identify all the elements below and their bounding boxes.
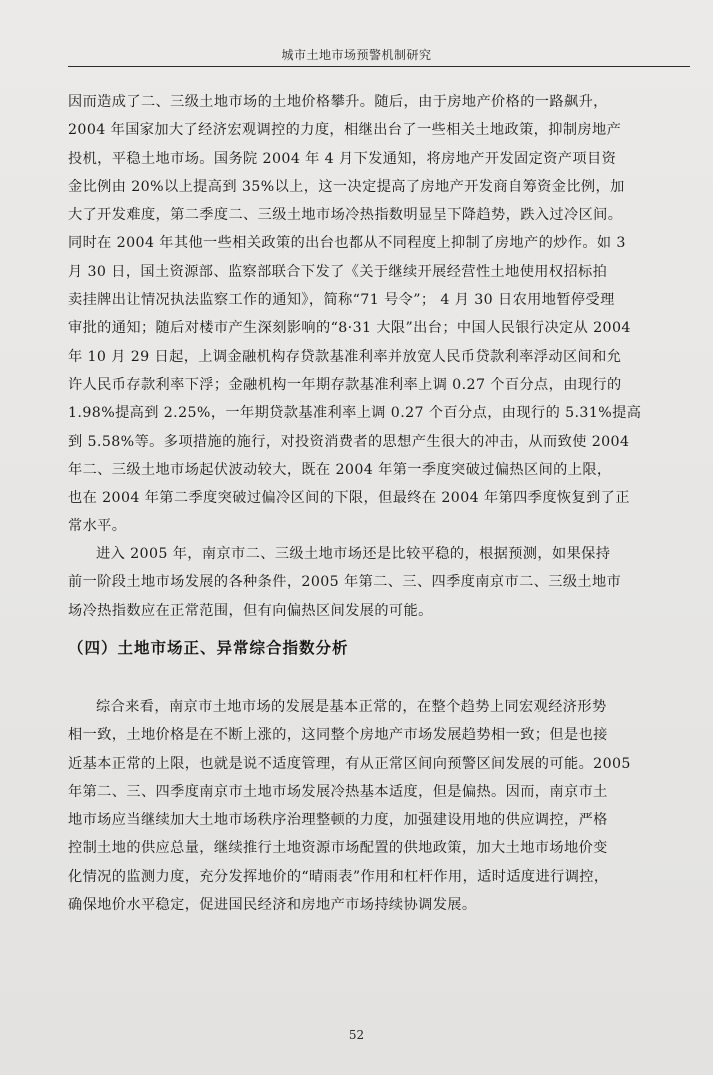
paragraph-1-line: 2004 年国家加大了经济宏观调控的力度，相继出台了一些相关土地政策，抑制房地产 xyxy=(68,122,622,139)
paragraph-1-line: 因而造成了二、三级土地市场的土地价格攀升。随后，由于房地产价格的一路飙升， xyxy=(68,94,608,110)
paragraph-3-line: 相一致，土地价格是在不断上涨的，这同整个房地产市场发展趋势相一致；但是也接 xyxy=(68,727,608,744)
paragraph-1-line: 年二、三级土地市场起伏波动较大，既在 2004 年第一季度突破过偏热区间的上限， xyxy=(68,461,612,478)
paragraph-1-line: 金比例由 20%以上提高到 35%以上，这一决定提高了房地产开发商自筹资金比例，加 xyxy=(68,178,625,195)
header-divider xyxy=(68,66,690,67)
paragraph-1-line: 大了开发难度，第二季度二、三级土地市场冷热指数明显呈下降趋势，跌入过冷区间。 xyxy=(68,207,623,224)
paragraph-1 xyxy=(68,88,690,541)
page-number: 52 xyxy=(348,1028,365,1042)
paragraph-2-line: 前一阶段土地市场发展的各种条件，2005 年第二、三、四季度南京市二、三级土地市 xyxy=(68,574,622,591)
paragraph-3-line: 年第二、三、四季度南京市土地市场发展冷热基本适度，但是偏热。因而，南京市土 xyxy=(68,783,608,800)
paragraph-3-line: 确保地价水平稳定，促进国民经济和房地产市场持续协调发展。 xyxy=(68,897,477,914)
paragraph-1-line: 同时在 2004 年其他一些相关政策的出台也都从不同程度上抑制了房地产的炒作。如 3 xyxy=(68,235,626,252)
paragraph-1-line: 也在 2004 年第二季度突破过偏冷区间的下限，但最终在 2004 年第四季度恢复到了正 xyxy=(68,490,630,507)
paragraph-1-line: 常水平。 xyxy=(68,518,127,535)
paragraph-2 xyxy=(68,540,690,625)
paragraph-1-line: 月 30 日，国土资源部、监察部联合下发了《关于继续开展经营性土地使用权招标拍 xyxy=(68,263,608,280)
paragraph-1-line: 卖挂牌出让情况执法监察工作的通知》，简称“71 号令”； 4 月 30 日农用地暂停受理 xyxy=(68,292,615,309)
paragraph-3-line: 近基本正常的上限，也就是说不适度管理，有从正常区间向预警区间发展的可能。2005 xyxy=(68,755,631,772)
paragraph-1-line: 审批的通知；随后对楼市产生深刻影响的“8·31 大限”出台；中国人民银行决定从 2004 xyxy=(68,320,631,337)
paragraph-3-line: 控制土地的供应总量，继续推行土地资源市场配置的供地政策，加大土地市场地价变 xyxy=(68,840,608,857)
paragraph-1-line: 年 10 月 29 日起，上调金融机构存贷款基准利率并放宽人民币贷款利率浮动区间和允 xyxy=(68,348,622,365)
paragraph-2-line: 场冷热指数应在正常范围，但有向偏热区间发展的可能。 xyxy=(68,602,433,619)
running-header-title: 城市土地市场预警机制研究 xyxy=(281,48,432,62)
paragraph-1-line: 1.98%提高到 2.25%，一年期贷款基准利率上调 0.27 个百分点，由现行的 5.31%提高 xyxy=(68,405,642,422)
paragraph-3-line: 化情况的监测力度，充分发挥地价的“晴雨表”作用和杠杆作用，适时适度进行调控， xyxy=(68,868,609,885)
section-heading: （四）土地市场正、异常综合指数分析 xyxy=(68,639,349,657)
paragraph-1-line: 到 5.58%等。多项措施的施行，对投资消费者的思想产生很大的冲击，从而致使 2004 xyxy=(68,433,630,450)
paragraph-1-line: 许人民币存款利率下浮；金融机构一年期存款基准利率上调 0.27 个百分点，由现行的 xyxy=(68,376,622,393)
paragraph-3-line: 地市场应当继续加大土地市场秩序治理整顿的力度，加强建设用地的供应调控，严格 xyxy=(68,812,608,829)
paragraph-3 xyxy=(68,693,690,919)
paragraph-2-line: 进入 2005 年，南京市二、三级土地市场还是比较平稳的，根据预测，如果保持 xyxy=(96,546,611,562)
paragraph-1-line: 投机，平稳土地市场。国务院 2004 年 4 月下发通知，将房地产开发固定资产项目资 xyxy=(68,150,617,167)
paragraph-3-line: 综合来看，南京市土地市场的发展是基本正常的，在整个趋势上同宏观经济形势 xyxy=(96,699,607,715)
